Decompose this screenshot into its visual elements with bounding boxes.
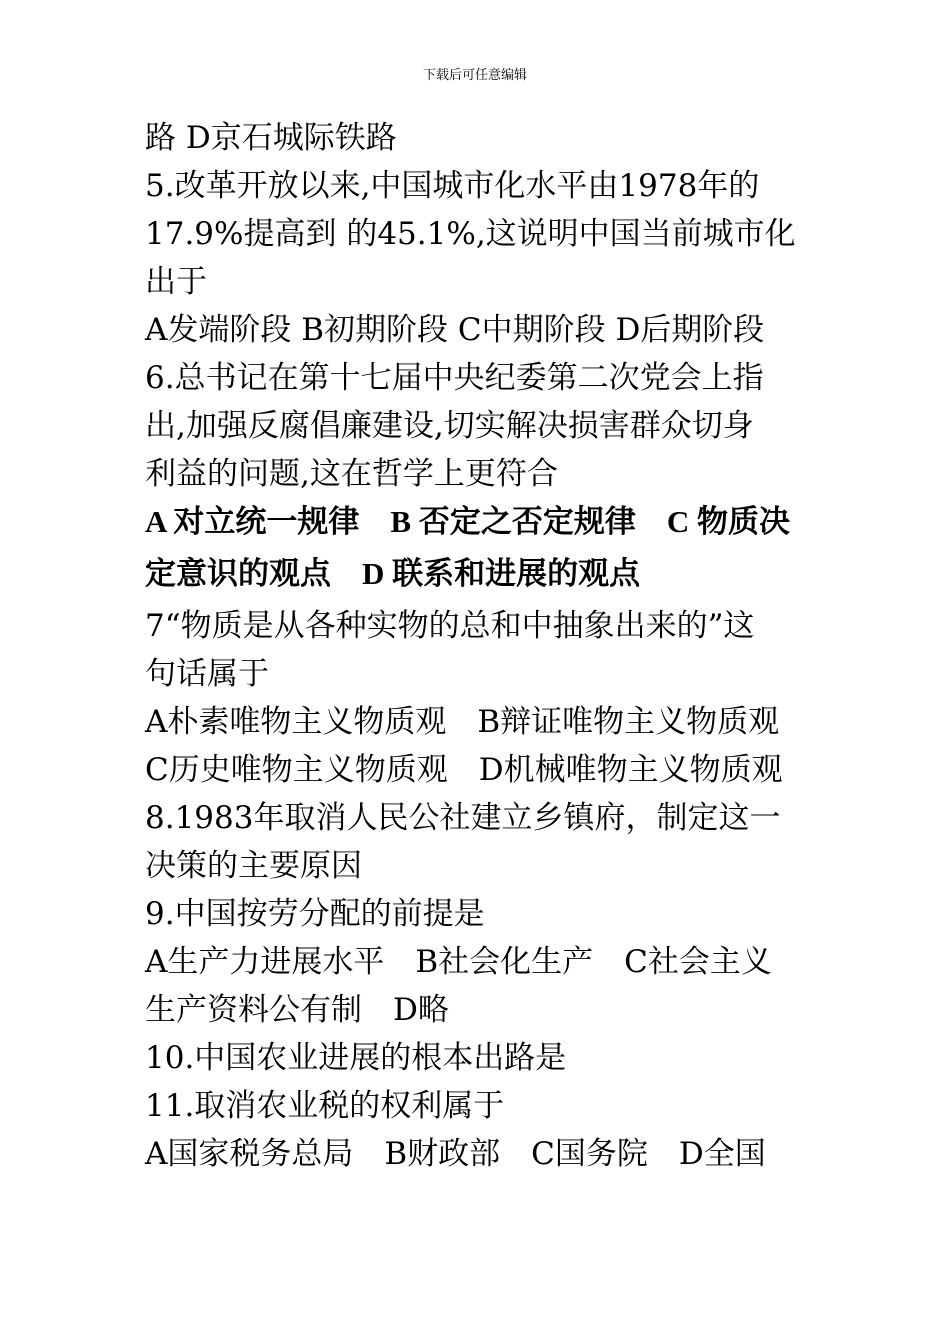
- question-6-line-1: 6.总书记在第十七届中央纪委第二次党会上指: [145, 360, 764, 396]
- question-9-options-line-2: 生产资料公有制 D略: [145, 992, 449, 1028]
- question-5-line-1: 5.改革开放以来,中国城市化水平由1978年的: [145, 168, 760, 204]
- question-8-line-1: 8.1983年取消人民公社建立乡镇府，制定这一: [145, 800, 781, 836]
- question-9-line-1: 9.中国按劳分配的前提是: [145, 896, 485, 932]
- question-11-options: A国家税务总局 B财政部 C国务院 D全国: [145, 1136, 766, 1172]
- question-9-options-line-1: A生产力进展水平 B社会化生产 C社会主义: [145, 944, 772, 980]
- question-7-line-2: 句话属于: [145, 656, 269, 692]
- question-5-line-3: 出于: [145, 264, 207, 300]
- question-7-options-line-1: A朴素唯物主义物质观 B辩证唯物主义物质观: [145, 704, 780, 740]
- question-11-line-1: 11.取消农业税的权利属于: [145, 1088, 505, 1124]
- question-5-line-2: 17.9%提高到 的45.1%,这说明中国当前城市化: [145, 216, 796, 252]
- question-10-line-1: 10.中国农业进展的根本出路是: [145, 1040, 567, 1076]
- question-6-options-line-1: A 对立统一规律 B 否定之否定规律 C 物质决: [145, 504, 790, 539]
- text-line: 路 D京石城际铁路: [145, 120, 397, 156]
- question-6-options-line-2: 定意识的观点 D 联系和进展的观点: [145, 556, 641, 591]
- document-body: [145, 114, 825, 1178]
- question-7-line-1: 7“物质是从各种实物的总和中抽象出来的”这: [145, 608, 755, 644]
- question-5-options: A发端阶段 B初期阶段 C中期阶段 D后期阶段: [145, 312, 765, 348]
- question-6-line-2: 出,加强反腐倡廉建设,切实解决损害群众切身: [145, 408, 754, 444]
- question-8-line-2: 决策的主要原因: [145, 848, 362, 884]
- question-6-line-3: 利益的问题,这在哲学上更符合: [145, 456, 558, 492]
- page-header: 下载后可任意编辑: [422, 68, 527, 83]
- question-7-options-line-2: C历史唯物主义物质观 D机械唯物主义物质观: [145, 752, 783, 788]
